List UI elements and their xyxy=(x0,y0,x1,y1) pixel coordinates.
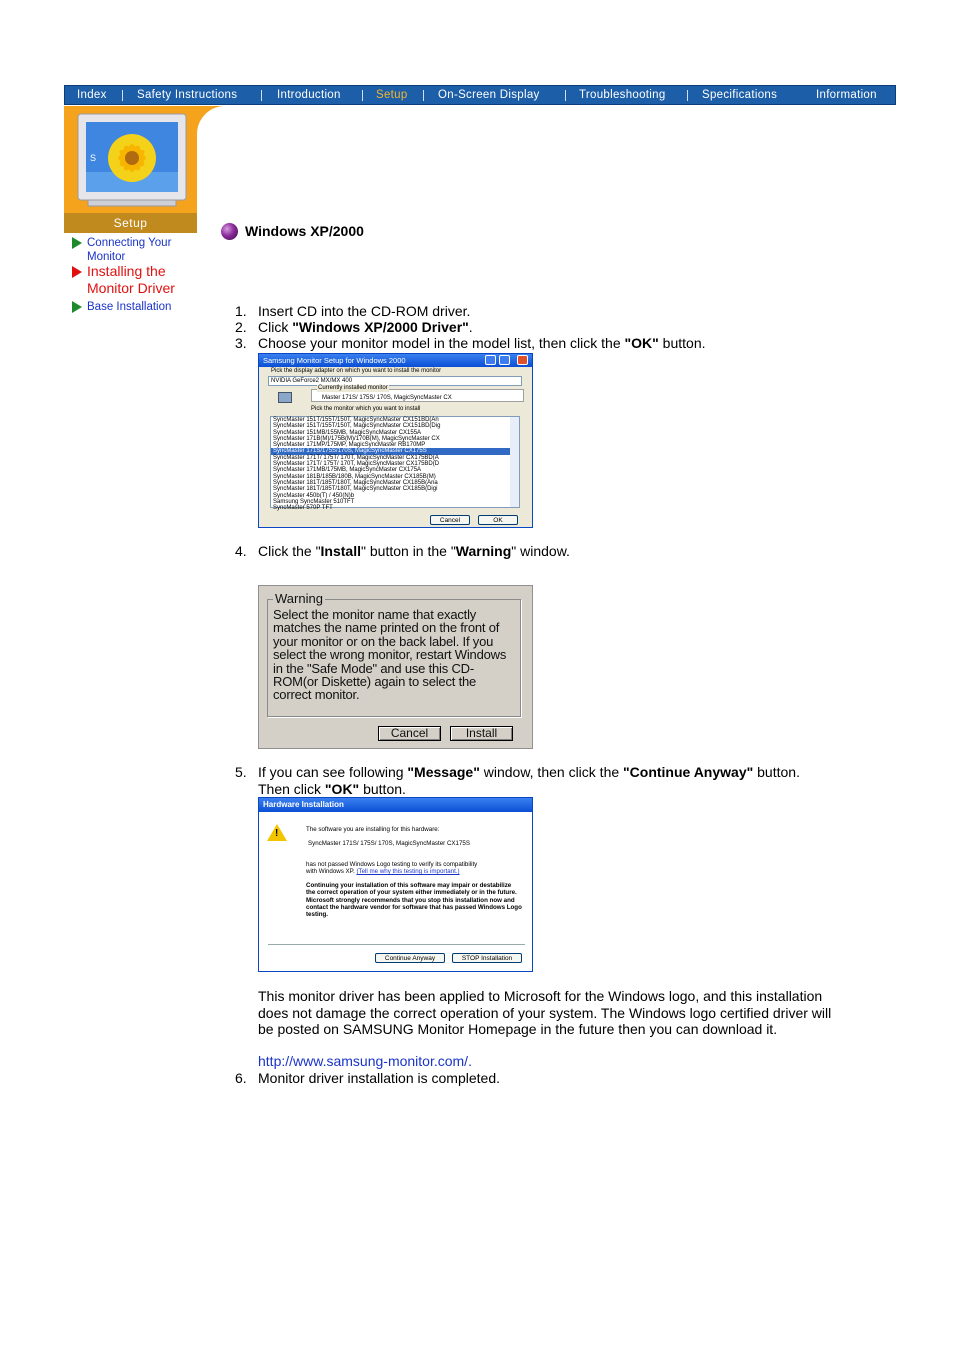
step-text: Monitor driver installation is completed. xyxy=(258,1070,500,1086)
nav-separator xyxy=(122,90,123,101)
list-item[interactable]: SyncMaster 151T/155T/150T, MagicSyncMaster CX151BD(An xyxy=(273,417,439,423)
nav-item-troubleshooting[interactable]: Troubleshooting xyxy=(579,89,666,101)
list-item[interactable]: SyncMaster 181B/185B/180B, MagicSyncMaster CX185B(M) xyxy=(273,473,436,480)
step-number: 2. xyxy=(235,319,247,335)
list-item[interactable]: SyncMaster 171MB/175MB, MagicSyncMaster CX175A xyxy=(273,467,422,474)
step-number: 3. xyxy=(235,335,247,351)
list-item[interactable]: SyncMaster 570P TFT xyxy=(273,505,333,512)
warning-legend: Warning xyxy=(275,591,323,606)
list-scrollbar[interactable] xyxy=(510,417,519,507)
setup-section-banner xyxy=(64,106,197,213)
arrow-right-icon xyxy=(72,237,82,249)
nav-item-on-screen-display[interactable]: On-Screen Display xyxy=(438,89,540,101)
list-item[interactable]: SyncMaster 181T/185T/180T, MagicSyncMaster CX185B(Digi xyxy=(273,486,438,493)
sidebar-link-label: Connecting Your Monitor xyxy=(87,237,172,263)
hw-bold-warning: Continuing your installation of this software may impair or destabilize the correct operation of your system either immediately or in the future. Microsoft strongly recommends that you stop this installation now and contact the hardware vendor for software that has passed Windows Logo testing. xyxy=(306,882,522,919)
step-5 xyxy=(235,764,855,798)
list-item[interactable]: SyncMaster 171MP/175MP, MagicSyncMaster RB170MP xyxy=(273,442,426,449)
monitor-model-list[interactable] xyxy=(270,416,520,512)
nav-item-safety-instructions[interactable]: Safety Instructions xyxy=(137,89,238,101)
nav-separator xyxy=(261,90,262,101)
svg-text:S: S xyxy=(90,153,97,163)
adapter-select[interactable] xyxy=(268,376,522,386)
list-item[interactable]: SyncMaster 450b(T) / 450(N)b xyxy=(273,492,355,499)
logo-certification-paragraph: This monitor driver has been applied to Microsoft for the Windows logo, and this installation does not damage the correct operation of your system. The Windows logo certified driver will be posted on SAMSUNG Monitor Homepage in the future then you can download it. xyxy=(258,988,832,1037)
minimize-icon xyxy=(485,355,496,365)
nav-item-introduction[interactable]: Introduction xyxy=(277,89,341,101)
step-text: Insert CD into the CD-ROM driver. xyxy=(258,303,471,319)
nav-separator xyxy=(565,90,566,101)
step-number: 6. xyxy=(235,1070,247,1086)
cancel-button[interactable]: Cancel xyxy=(430,515,470,525)
close-icon xyxy=(517,355,528,365)
ok-button[interactable]: OK xyxy=(478,515,518,525)
banner-corner xyxy=(197,106,225,134)
step-text: Choose your monitor model in the model list, then click the "OK" button. xyxy=(258,335,706,351)
nav-separator xyxy=(687,90,688,101)
hw-device-name: SyncMaster 171S/ 175S/ 170S, MagicSyncMaster CX175S xyxy=(308,840,470,847)
step-1 xyxy=(235,303,855,320)
nav-separator xyxy=(423,90,424,101)
current-monitor-value: Master 171S/ 175S/ 170S, MagicSyncMaster CX xyxy=(322,395,452,401)
dialog-title: Hardware Installation xyxy=(259,798,532,812)
page-title: Windows XP/2000 xyxy=(245,223,364,239)
sidebar-link-label: Base Installation xyxy=(87,301,172,313)
continue-anyway-button[interactable]: Continue Anyway xyxy=(375,953,445,963)
arrow-right-icon xyxy=(72,266,82,278)
current-monitor-label: Currently installed monitor xyxy=(318,385,388,391)
step-text: Click the "Install" button in the "Warning" window. xyxy=(258,543,570,559)
list-item[interactable]: SyncMaster 151T/155T/150T, MagicSyncMaster CX151BD(Dig xyxy=(273,423,441,430)
section-label: Setup xyxy=(64,213,197,233)
step-text: Click "Windows XP/2000 Driver". xyxy=(258,319,473,335)
hw-line-2a: has not passed Windows Logo testing to verify its compatibility xyxy=(306,861,478,868)
nav-item-setup[interactable]: Setup xyxy=(376,89,408,101)
list-item[interactable]: SyncMaster 151MB/155MB, MagicSyncMaster CX155A xyxy=(273,429,422,436)
divider xyxy=(268,944,525,945)
list-item[interactable]: Samsung SyncMaster 510TFT xyxy=(273,498,355,505)
pick-monitor-label: Pick the monitor which you want to install xyxy=(311,406,421,412)
step-number: 4. xyxy=(235,543,247,559)
stop-installation-button[interactable]: STOP Installation xyxy=(452,953,522,963)
computer-icon xyxy=(278,392,292,403)
hw-line-1: The software you are installing for this hardware: xyxy=(306,826,440,833)
list-item[interactable]: SyncMaster 171T/ 175T/ 170T, MagicSyncMaster CX175BD(D xyxy=(273,461,440,468)
bullet-ball-icon xyxy=(221,223,238,240)
step-2 xyxy=(235,319,855,336)
warning-message: Select the monitor name that exactly matches the name printed on the front of your monitor or on the back label. If you select the wrong monitor, restart Windows in the "Safe Mode" and use this CD-ROM(or Diskette) again to select the correct monitor. xyxy=(273,607,507,703)
step-text: If you can see following "Message" window, then click the "Continue Anyway" button. Then click "OK" button. xyxy=(258,764,800,797)
tell-me-why-link[interactable]: (Tell me why this testing is important.) xyxy=(356,868,460,875)
adapter-select-value: NVIDIA GeForce2 MX/MX 400 xyxy=(271,378,353,384)
sidebar-link-installing-the-monitor-driver[interactable] xyxy=(72,263,202,297)
nav-item-index[interactable]: Index xyxy=(77,89,107,101)
nav-item-information[interactable]: Information xyxy=(816,89,877,101)
sidebar-link-base-installation[interactable] xyxy=(72,300,202,314)
monitor-illustration xyxy=(64,106,197,213)
step-number: 5. xyxy=(235,764,247,780)
arrow-right-icon xyxy=(72,301,82,313)
list-item[interactable]: SyncMaster 171T/ 175T/ 170T, MagicSyncMaster CX175BD(A xyxy=(273,454,439,461)
nav-item-specifications[interactable]: Specifications xyxy=(702,89,778,101)
list-item[interactable]: SyncMaster 181T/185T/180T, MagicSyncMaster CX185B(Ana xyxy=(273,479,438,486)
step-6 xyxy=(235,1070,855,1087)
monitor-setup-dialog-screenshot xyxy=(258,353,533,528)
dialog-title: Samsung Monitor Setup for Windows 2000 xyxy=(259,354,532,367)
exclamation-icon: ! xyxy=(275,828,279,839)
list-item-selected[interactable]: SyncMaster 171S/175S/170S, MagicSyncMaster CX175S xyxy=(271,448,519,454)
step-3 xyxy=(235,335,855,352)
install-button[interactable]: Install xyxy=(450,726,513,741)
sidebar-link-label: Installing the Monitor Driver xyxy=(87,263,175,296)
hw-line-2b: with Windows XP. (Tell me why this testing is important.) xyxy=(306,868,460,875)
pick-adapter-label: Pick the display adapter on which you want to install the monitor xyxy=(271,368,442,374)
step-number: 1. xyxy=(235,303,247,319)
top-navigation-bar xyxy=(64,85,896,105)
sidebar-link-connecting-your-monitor[interactable] xyxy=(72,236,202,264)
warning-dialog-screenshot xyxy=(258,585,533,749)
list-item[interactable]: SyncMaster 171B(M)/175B(M)/170B(M), MagicSyncMaster CX xyxy=(273,435,440,442)
maximize-icon xyxy=(499,355,510,365)
step-4 xyxy=(235,543,855,560)
samsung-monitor-link[interactable]: http://www.samsung-monitor.com/. xyxy=(258,1053,472,1069)
nav-separator xyxy=(362,90,363,101)
hardware-installation-dialog-screenshot xyxy=(258,797,533,972)
cancel-button[interactable]: Cancel xyxy=(378,726,441,741)
